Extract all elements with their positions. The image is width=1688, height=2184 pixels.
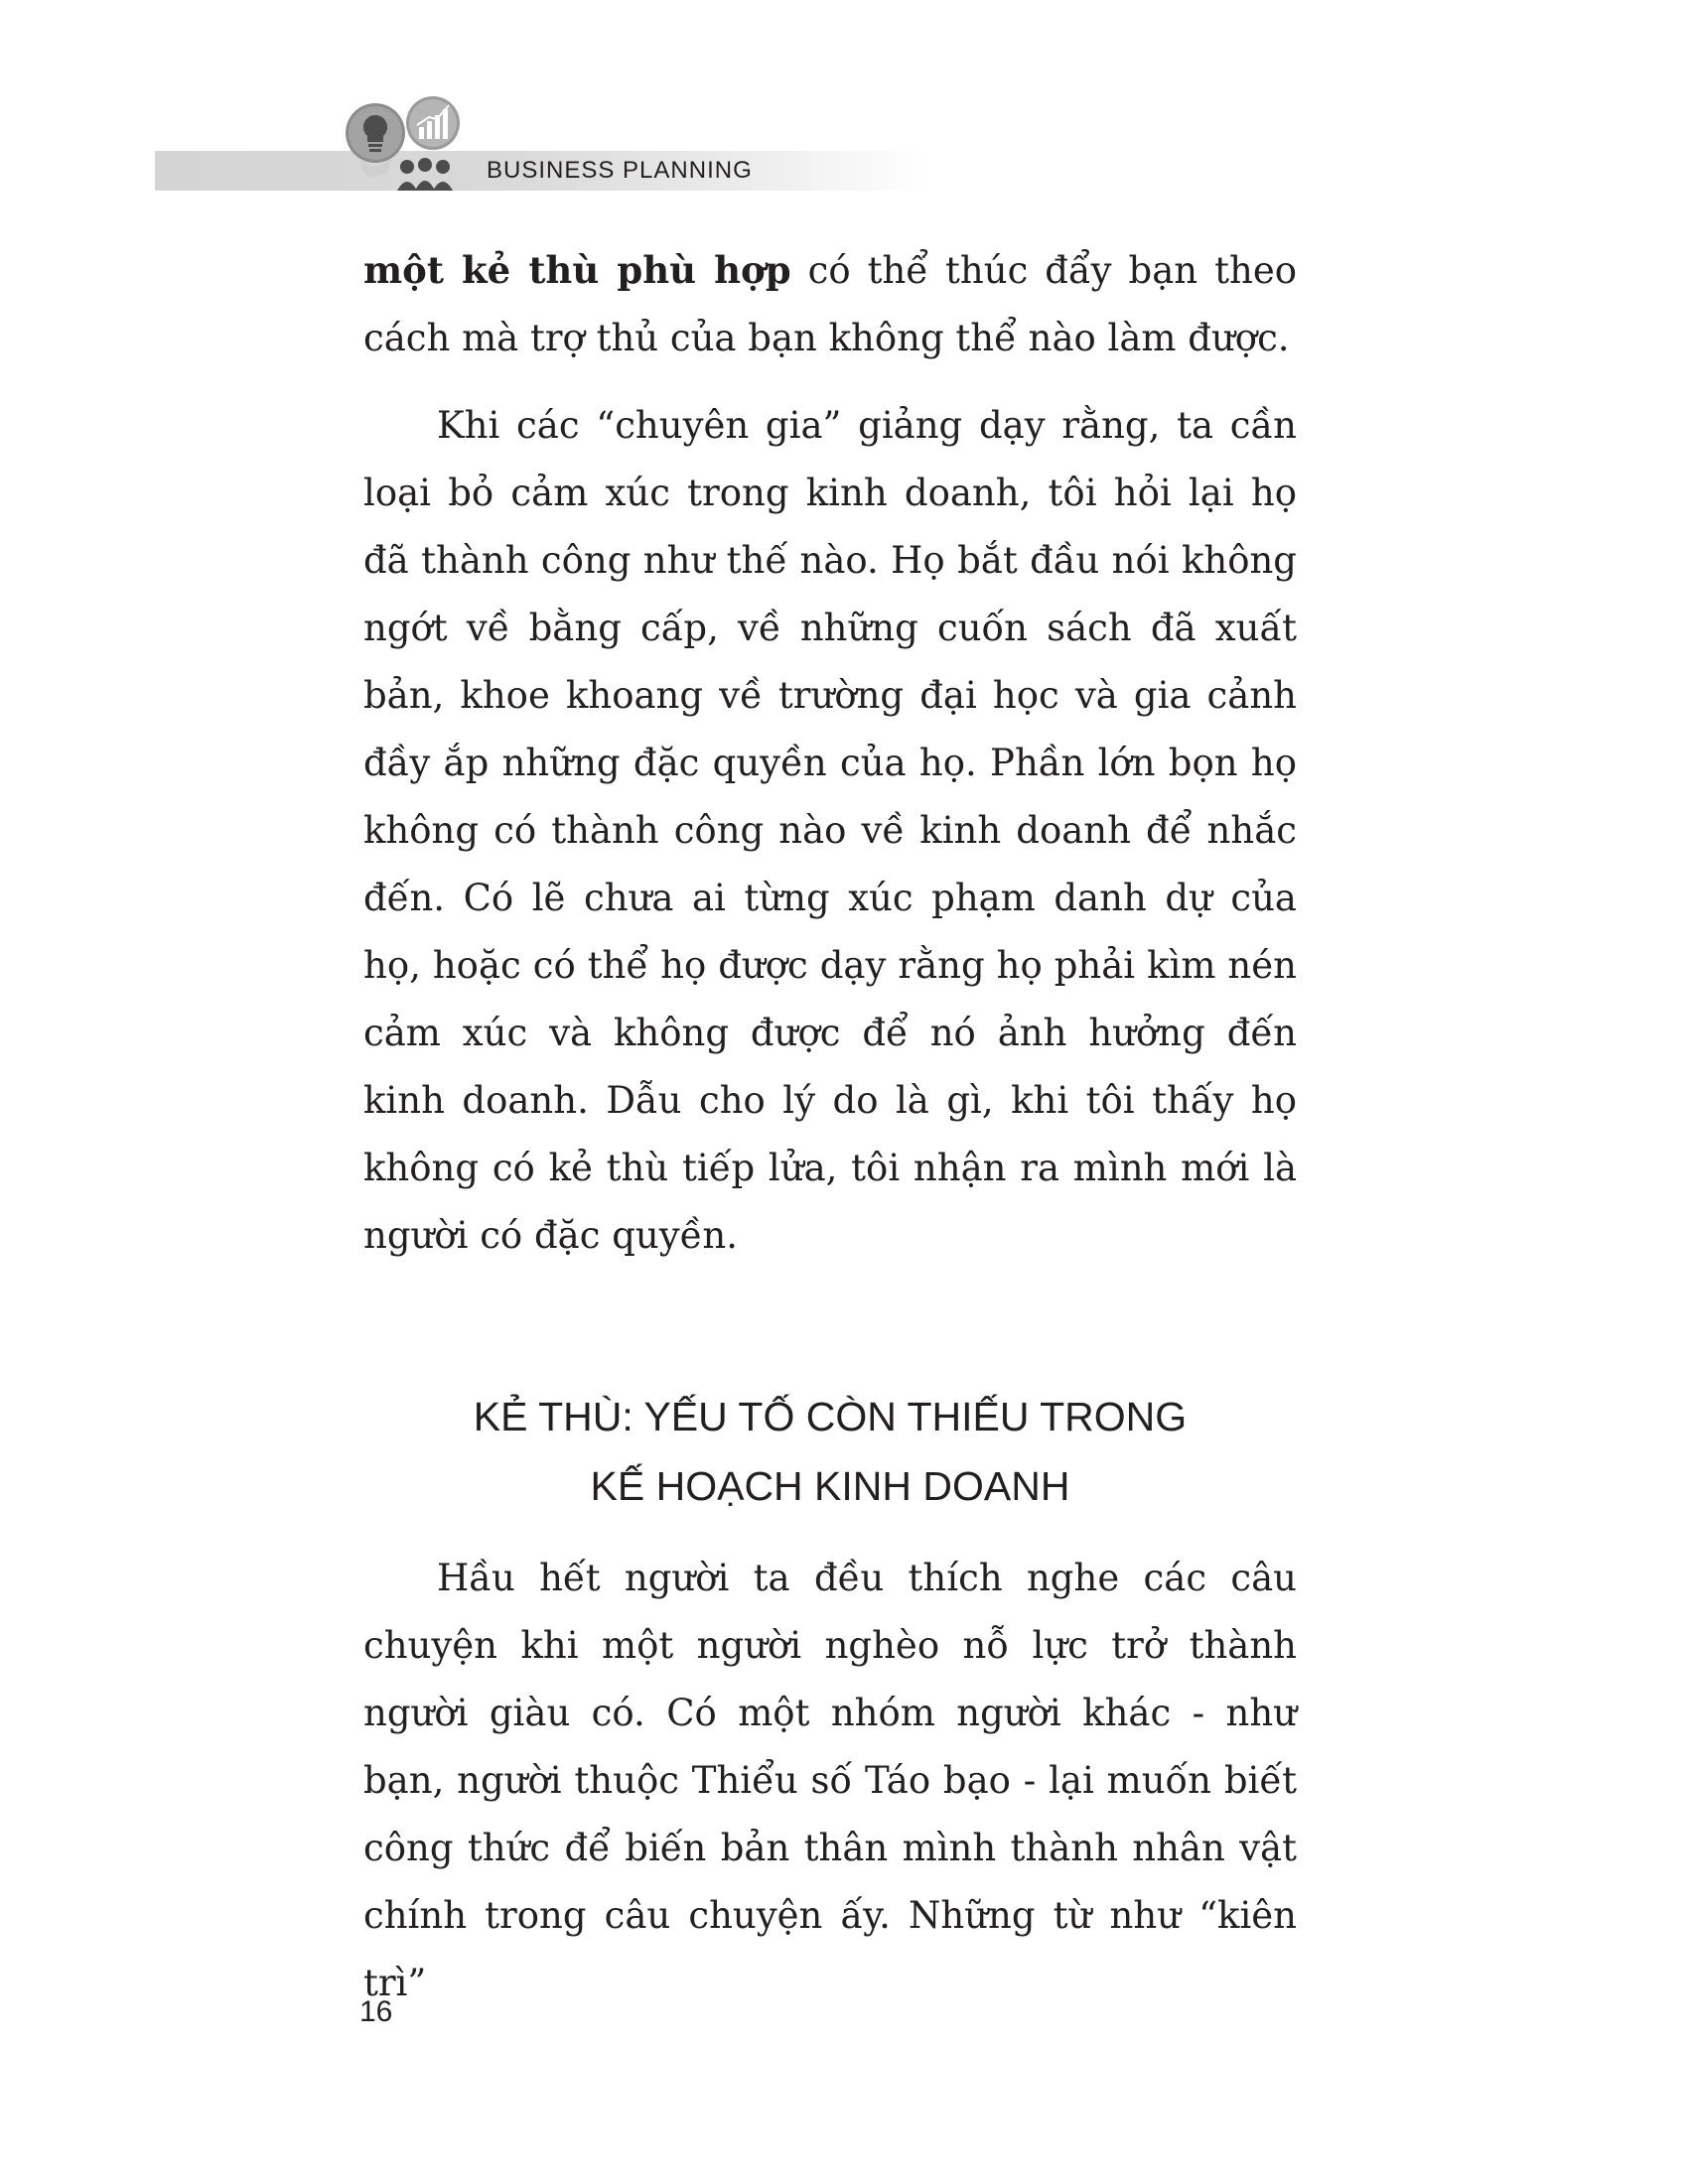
growth-chart-icon xyxy=(406,96,460,150)
team-people-icon xyxy=(397,158,453,191)
paragraph-rags-to-riches: Hầu hết người ta đều thích nghe các câu chuyện khi một người nghèo nỗ lực trở thành người giàu có. Có một nhóm người khác - như bạn, người thuộc Thiểu số Táo bạo - lại muốn biết công thức để biến bản thân mình thành nhân vật chính trong câu chuyện ấy. Những từ như “kiên trì” xyxy=(363,1557,1297,2004)
bold-phrase: một kẻ thù phù hợp xyxy=(363,248,791,292)
lightbulb-icon xyxy=(346,103,405,177)
page-number: 16 xyxy=(359,1995,393,2028)
section-heading xyxy=(363,1382,1297,1521)
running-title: BUSINESS PLANNING xyxy=(487,157,753,184)
paragraph-continuation-text: có thể thúc đẩy bạn theo cách mà trợ thủ của bạn không thể nào làm được. xyxy=(363,249,1298,359)
text-block-bottom xyxy=(363,1545,1297,2017)
header-icon-group xyxy=(344,95,471,193)
section-heading-line-1: KẺ THÙ: YẾU TỐ CÒN THIẾU TRONG xyxy=(473,1394,1188,1439)
paragraph-continuation xyxy=(363,236,1297,372)
paragraph-experts: Khi các “chuyên gia” giảng dạy rằng, ta cần loại bỏ cảm xúc trong kinh doanh, tôi hỏi lại họ đã thành công như thế nào. Họ bắt đầu nói không ngớt về bằng cấp, về những cuốn sách đã xuất bản, khoe khoang về trường đại học và gia cảnh đầy ắp những đặc quyền của họ. Phần lớn bọn họ không có thành công nào về kinh doanh để nhắc đến. Có lẽ chưa ai từng xúc phạm danh dự của họ, hoặc có thể họ được dạy rằng họ phải kìm nén cảm xúc và không được để nó ảnh hưởng đến kinh doanh. Dẫu cho lý do là gì, khi tôi thấy họ không có kẻ thù tiếp lửa, tôi nhận ra mình mới là người có đặc quyền. xyxy=(363,404,1297,1257)
section-heading-line-2: KẾ HOẠCH KINH DOANH xyxy=(590,1463,1070,1509)
text-block-top xyxy=(363,236,1297,1270)
